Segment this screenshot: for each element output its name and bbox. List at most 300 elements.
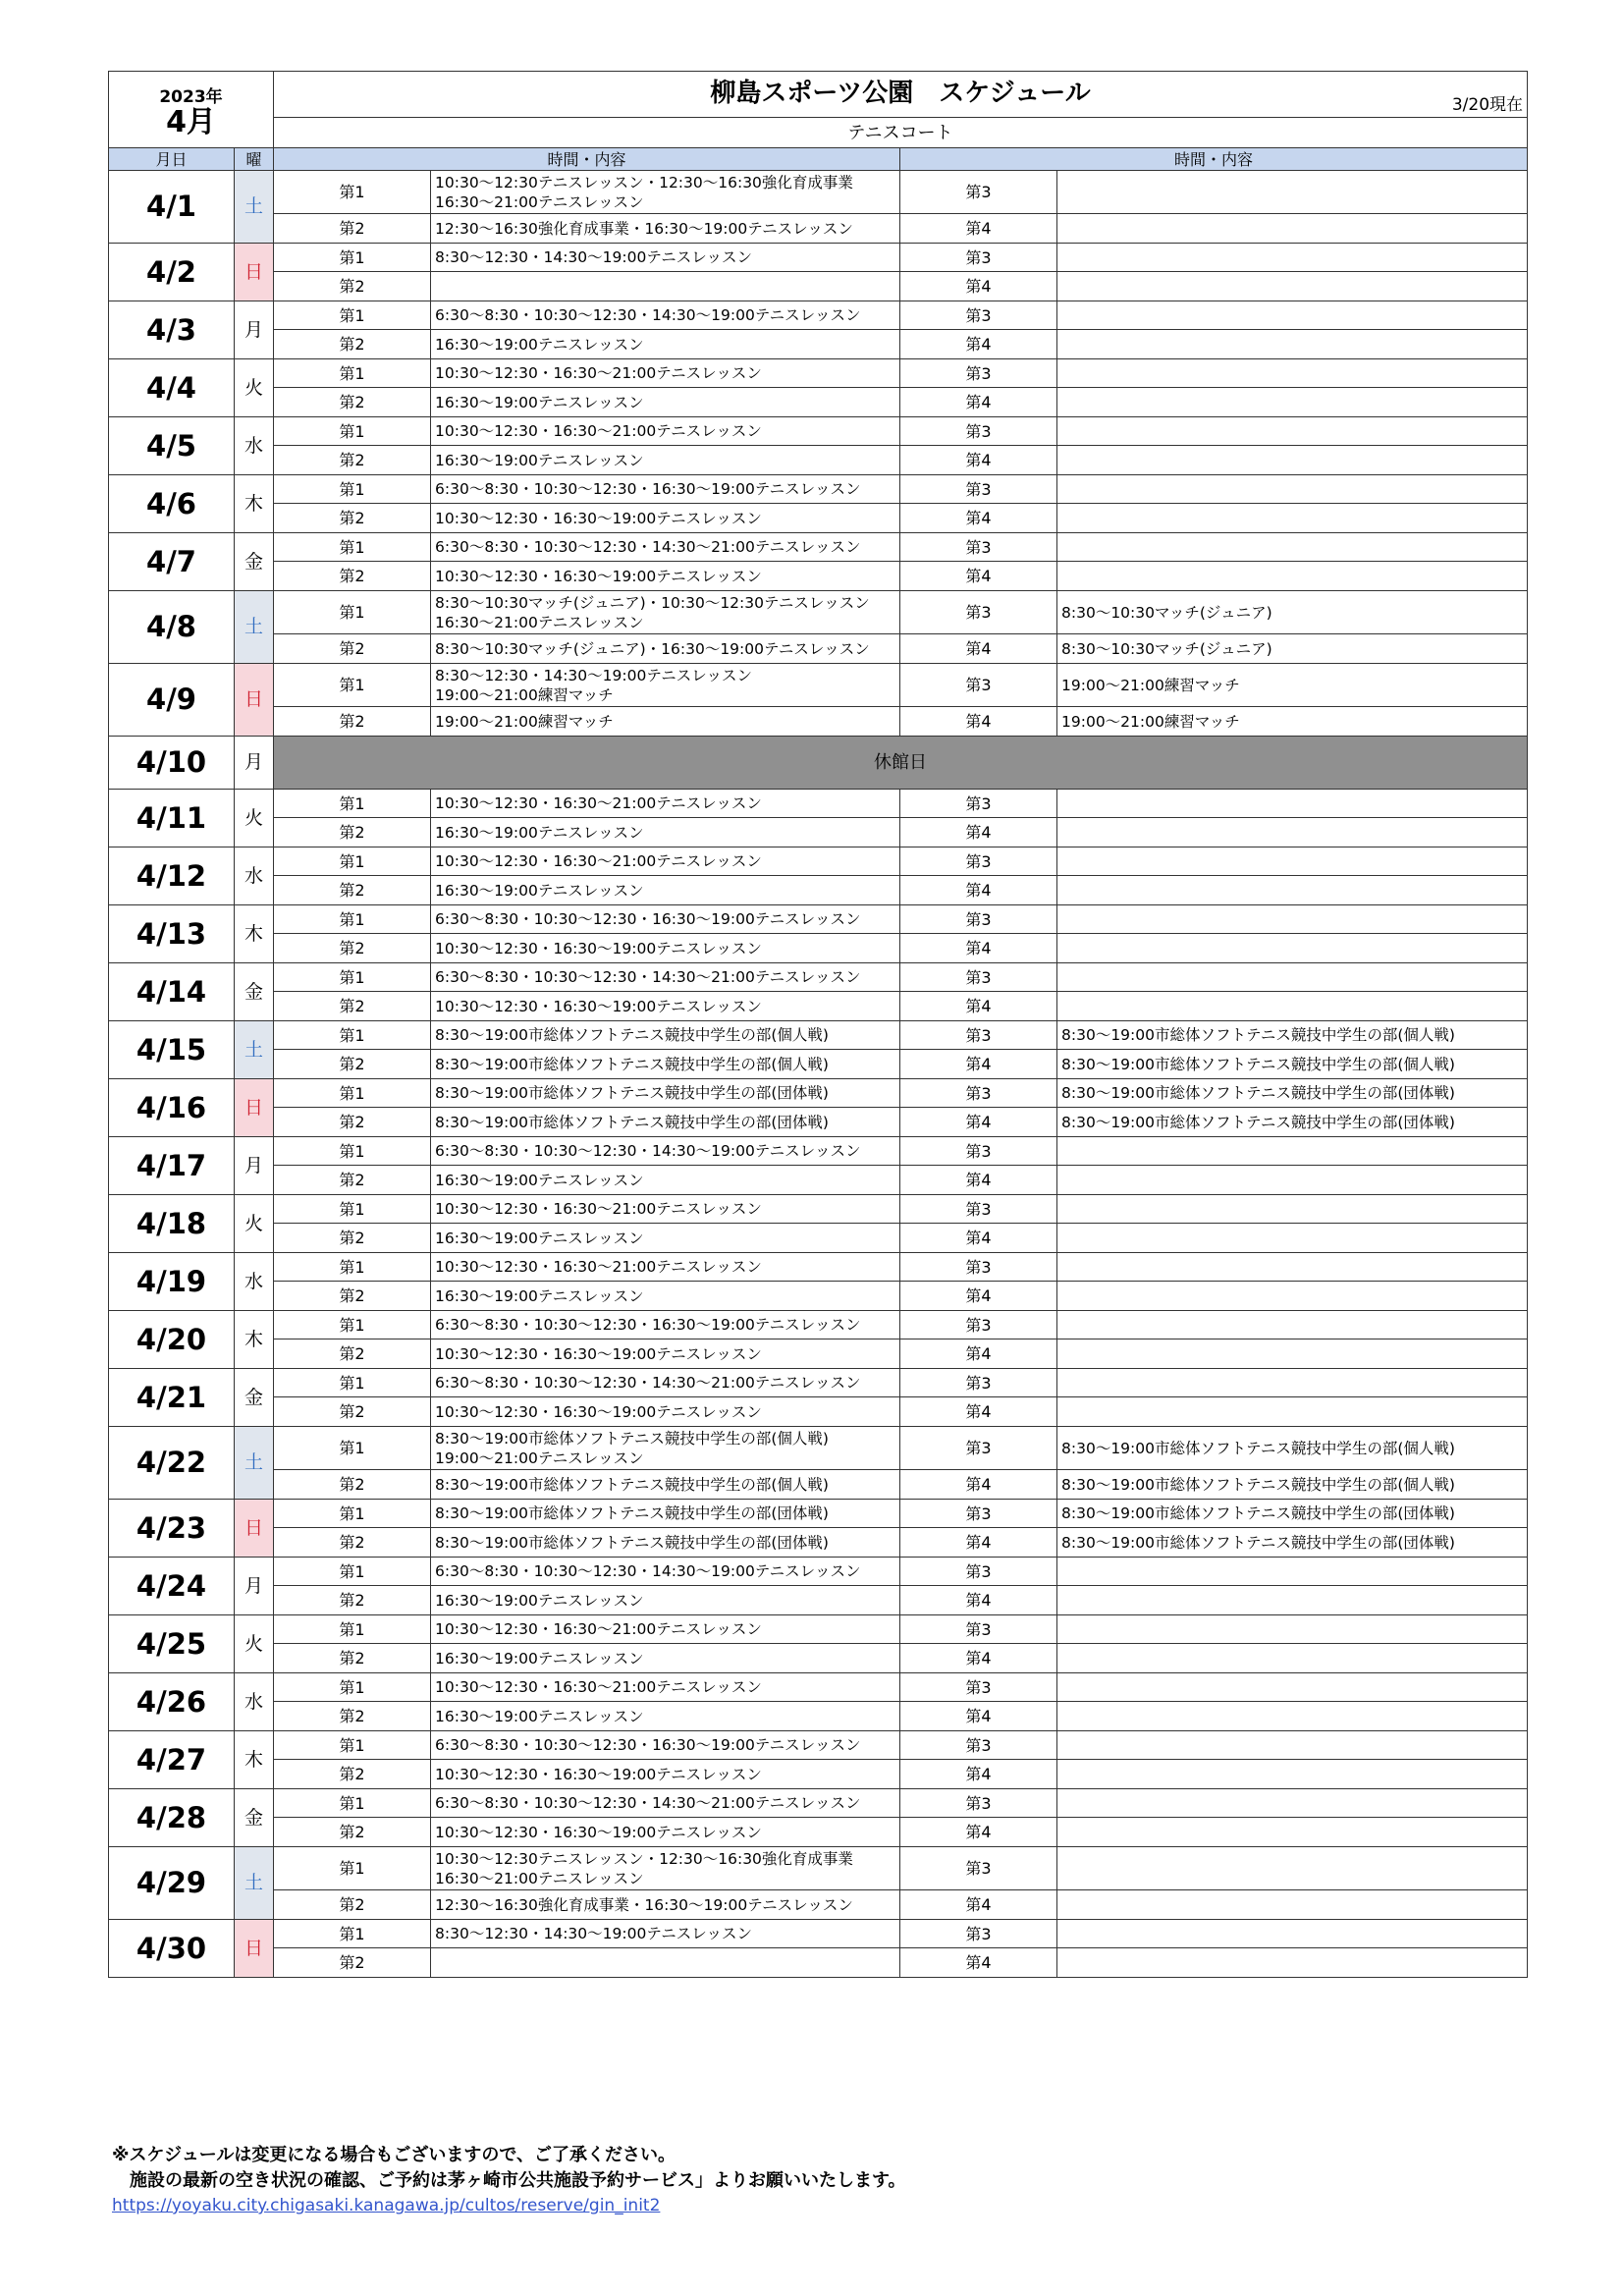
court-4-label: 第4 — [900, 330, 1057, 359]
date-cell: 4/18 — [109, 1195, 235, 1253]
court-1-label: 第1 — [274, 790, 431, 818]
court-1-schedule: 10:30～12:30・16:30～21:00テニスレッスン — [431, 1673, 900, 1702]
date-cell: 4/11 — [109, 790, 235, 847]
dow-cell: 木 — [235, 1731, 274, 1789]
court-4-label: 第4 — [900, 1818, 1057, 1847]
title-cell — [274, 72, 1528, 118]
court-3-schedule — [1057, 905, 1528, 934]
court-2-label: 第2 — [274, 1528, 431, 1558]
date-cell: 4/28 — [109, 1789, 235, 1847]
court-1-label: 第1 — [274, 1079, 431, 1108]
date-cell: 4/24 — [109, 1558, 235, 1615]
day-row-bottom — [109, 707, 1528, 737]
court-1-label: 第1 — [274, 1731, 431, 1760]
day-row-bottom — [109, 1644, 1528, 1673]
court-2-schedule: 10:30～12:30・16:30～19:00テニスレッスン — [431, 1339, 900, 1369]
court-4-label: 第4 — [900, 1166, 1057, 1195]
dow-cell: 月 — [235, 1137, 274, 1195]
court-2-schedule: 16:30～19:00テニスレッスン — [431, 1702, 900, 1731]
court-1-label: 第1 — [274, 1847, 431, 1890]
date-cell: 4/22 — [109, 1427, 235, 1500]
court-4-schedule — [1057, 330, 1528, 359]
court-1-schedule: 6:30～8:30・10:30～12:30・14:30～21:00テニスレッスン — [431, 963, 900, 992]
court-2-label: 第2 — [274, 446, 431, 475]
court-4-schedule — [1057, 504, 1528, 533]
court-1-label: 第1 — [274, 1137, 431, 1166]
court-4-label: 第4 — [900, 214, 1057, 244]
court-4-schedule — [1057, 818, 1528, 847]
court-4-label: 第4 — [900, 707, 1057, 737]
date-cell: 4/29 — [109, 1847, 235, 1920]
day-row-closed — [109, 737, 1528, 790]
court-2-label: 第2 — [274, 1470, 431, 1500]
court-3-schedule — [1057, 1311, 1528, 1339]
year-month-header — [109, 72, 274, 148]
court-3-schedule — [1057, 790, 1528, 818]
court-2-label: 第2 — [274, 1948, 431, 1978]
court-2-label: 第2 — [274, 992, 431, 1021]
court-4-schedule: 8:30～19:00市総体ソフトテニス競技中学生の部(団体戦) — [1057, 1108, 1528, 1137]
day-row-bottom — [109, 1108, 1528, 1137]
court-4-label: 第4 — [900, 1339, 1057, 1369]
date-cell: 4/4 — [109, 359, 235, 417]
court-3-label: 第3 — [900, 417, 1057, 446]
court-4-label: 第4 — [900, 818, 1057, 847]
court-2-label: 第2 — [274, 818, 431, 847]
day-row-top — [109, 533, 1528, 562]
date-cell: 4/23 — [109, 1500, 235, 1558]
note-change-notice: ※スケジュールは変更になる場合もございますので、ご了承ください。 — [112, 2145, 676, 2165]
court-4-schedule — [1057, 934, 1528, 963]
court-2-schedule: 19:00～21:00練習マッチ — [431, 707, 900, 737]
as-of-date: 3/20現在 — [1451, 95, 1524, 115]
dow-cell: 土 — [235, 591, 274, 664]
court-2-schedule: 10:30～12:30・16:30～19:00テニスレッスン — [431, 934, 900, 963]
court-1-schedule: 8:30～10:30マッチ(ジュニア)・10:30～12:30テニスレッスン 16:30～21:00テニスレッスン — [431, 591, 900, 634]
court-1-label: 第1 — [274, 1195, 431, 1224]
court-3-label: 第3 — [900, 1369, 1057, 1397]
day-row-top — [109, 1920, 1528, 1948]
court-4-label: 第4 — [900, 446, 1057, 475]
court-2-label: 第2 — [274, 1166, 431, 1195]
court-2-label: 第2 — [274, 707, 431, 737]
court-1-label: 第1 — [274, 664, 431, 707]
dow-cell: 金 — [235, 963, 274, 1021]
court-3-label: 第3 — [900, 1427, 1057, 1470]
court-2-label: 第2 — [274, 1818, 431, 1847]
court-1-schedule: 6:30～8:30・10:30～12:30・14:30～21:00テニスレッスン — [431, 1369, 900, 1397]
dow-cell: 火 — [235, 1615, 274, 1673]
court-1-schedule: 10:30～12:30・16:30～21:00テニスレッスン — [431, 1195, 900, 1224]
court-4-label: 第4 — [900, 1528, 1057, 1558]
day-row-bottom — [109, 214, 1528, 244]
court-4-schedule: 19:00～21:00練習マッチ — [1057, 707, 1528, 737]
court-2-schedule: 16:30～19:00テニスレッスン — [431, 1586, 900, 1615]
dow-cell: 木 — [235, 905, 274, 963]
date-cell: 4/6 — [109, 475, 235, 533]
court-3-label: 第3 — [900, 1311, 1057, 1339]
court-3-schedule: 8:30～19:00市総体ソフトテニス競技中学生の部(団体戦) — [1057, 1079, 1528, 1108]
court-1-schedule: 6:30～8:30・10:30～12:30・16:30～19:00テニスレッスン — [431, 475, 900, 504]
dow-cell: 月 — [235, 1558, 274, 1615]
dow-cell: 日 — [235, 244, 274, 301]
court-4-schedule — [1057, 1702, 1528, 1731]
dow-cell: 日 — [235, 664, 274, 737]
reservation-link[interactable]: https://yoyaku.city.chigasaki.kanagawa.jp/cultos/reserve/gin_init2 — [112, 2196, 661, 2215]
page-title: 柳島スポーツ公園 スケジュール — [710, 78, 1091, 108]
date-cell: 4/9 — [109, 664, 235, 737]
court-4-schedule — [1057, 446, 1528, 475]
day-row-bottom — [109, 1339, 1528, 1369]
court-4-label: 第4 — [900, 634, 1057, 664]
date-cell: 4/5 — [109, 417, 235, 475]
day-row-top — [109, 1500, 1528, 1528]
court-3-schedule — [1057, 1847, 1528, 1890]
court-3-label: 第3 — [900, 1789, 1057, 1818]
court-4-schedule: 8:30～10:30マッチ(ジュニア) — [1057, 634, 1528, 664]
court-1-label: 第1 — [274, 1673, 431, 1702]
court-4-schedule — [1057, 1760, 1528, 1789]
court-4-schedule — [1057, 1282, 1528, 1311]
court-3-schedule — [1057, 1789, 1528, 1818]
court-3-label: 第3 — [900, 790, 1057, 818]
court-3-label: 第3 — [900, 1615, 1057, 1644]
court-2-schedule: 16:30～19:00テニスレッスン — [431, 330, 900, 359]
day-row-top — [109, 790, 1528, 818]
court-4-label: 第4 — [900, 1702, 1057, 1731]
court-3-label: 第3 — [900, 1920, 1057, 1948]
dow-cell: 木 — [235, 475, 274, 533]
court-1-schedule: 8:30～12:30・14:30～19:00テニスレッスン — [431, 244, 900, 272]
court-3-label: 第3 — [900, 1500, 1057, 1528]
day-row-top — [109, 847, 1528, 876]
day-row-bottom — [109, 1948, 1528, 1978]
schedule-sheet — [108, 71, 1527, 1978]
court-3-schedule — [1057, 1673, 1528, 1702]
day-row-top — [109, 1427, 1528, 1470]
court-2-schedule: 10:30～12:30・16:30～19:00テニスレッスン — [431, 562, 900, 591]
court-3-schedule: 8:30～10:30マッチ(ジュニア) — [1057, 591, 1528, 634]
court-3-schedule — [1057, 1558, 1528, 1586]
date-cell: 4/19 — [109, 1253, 235, 1311]
col-header-content-left: 時間・内容 — [274, 148, 900, 171]
day-row-top — [109, 359, 1528, 388]
date-cell: 4/30 — [109, 1920, 235, 1978]
day-row-bottom — [109, 446, 1528, 475]
day-row-bottom — [109, 1528, 1528, 1558]
court-3-label: 第3 — [900, 1558, 1057, 1586]
court-3-schedule — [1057, 847, 1528, 876]
court-3-schedule — [1057, 475, 1528, 504]
date-cell: 4/20 — [109, 1311, 235, 1369]
court-2-label: 第2 — [274, 634, 431, 664]
day-row-bottom — [109, 876, 1528, 905]
court-2-schedule: 8:30～19:00市総体ソフトテニス競技中学生の部(個人戦) — [431, 1050, 900, 1079]
court-3-schedule: 8:30～19:00市総体ソフトテニス競技中学生の部(個人戦) — [1057, 1021, 1528, 1050]
court-3-schedule — [1057, 1615, 1528, 1644]
court-3-label: 第3 — [900, 963, 1057, 992]
day-row-top — [109, 664, 1528, 707]
court-1-label: 第1 — [274, 591, 431, 634]
court-3-label: 第3 — [900, 591, 1057, 634]
court-1-schedule: 6:30～8:30・10:30～12:30・16:30～19:00テニスレッスン — [431, 1731, 900, 1760]
date-cell: 4/17 — [109, 1137, 235, 1195]
day-row-bottom — [109, 562, 1528, 591]
day-row-bottom — [109, 634, 1528, 664]
court-4-schedule: 8:30～19:00市総体ソフトテニス競技中学生の部(個人戦) — [1057, 1470, 1528, 1500]
court-1-label: 第1 — [274, 905, 431, 934]
court-4-schedule — [1057, 1644, 1528, 1673]
court-3-label: 第3 — [900, 847, 1057, 876]
col-header-dow: 曜 — [235, 148, 274, 171]
dow-cell: 金 — [235, 533, 274, 591]
court-3-label: 第3 — [900, 1137, 1057, 1166]
day-row-top — [109, 1369, 1528, 1397]
court-4-schedule — [1057, 388, 1528, 417]
dow-cell: 日 — [235, 1500, 274, 1558]
court-2-label: 第2 — [274, 562, 431, 591]
court-3-schedule — [1057, 301, 1528, 330]
dow-cell: 日 — [235, 1079, 274, 1137]
dow-cell: 火 — [235, 790, 274, 847]
court-4-schedule — [1057, 1818, 1528, 1847]
day-row-top — [109, 905, 1528, 934]
day-row-bottom — [109, 1282, 1528, 1311]
note-reservation-info: 施設の最新の空き状況の確認、ご予約は茅ヶ崎市公共施設予約サービス」よりお願いいたします。 — [112, 2170, 906, 2191]
court-3-label: 第3 — [900, 905, 1057, 934]
court-4-schedule — [1057, 1166, 1528, 1195]
col-header-date: 月日 — [109, 148, 235, 171]
day-row-bottom — [109, 330, 1528, 359]
court-2-schedule: 12:30～16:30強化育成事業・16:30～19:00テニスレッスン — [431, 1890, 900, 1920]
court-1-label: 第1 — [274, 1920, 431, 1948]
dow-cell: 月 — [235, 301, 274, 359]
day-row-top — [109, 417, 1528, 446]
court-1-schedule: 10:30～12:30・16:30～21:00テニスレッスン — [431, 847, 900, 876]
court-3-label: 第3 — [900, 664, 1057, 707]
footer-notes — [112, 2143, 906, 2194]
day-row-bottom — [109, 1166, 1528, 1195]
court-3-schedule — [1057, 359, 1528, 388]
dow-cell: 金 — [235, 1369, 274, 1427]
day-row-bottom — [109, 504, 1528, 533]
court-2-schedule: 16:30～19:00テニスレッスン — [431, 1166, 900, 1195]
court-4-schedule — [1057, 272, 1528, 301]
dow-cell: 木 — [235, 1311, 274, 1369]
day-row-top — [109, 1079, 1528, 1108]
court-1-schedule: 6:30～8:30・10:30～12:30・16:30～19:00テニスレッスン — [431, 905, 900, 934]
court-4-label: 第4 — [900, 1586, 1057, 1615]
court-4-label: 第4 — [900, 1224, 1057, 1253]
day-row-top — [109, 301, 1528, 330]
court-4-label: 第4 — [900, 272, 1057, 301]
date-cell: 4/21 — [109, 1369, 235, 1427]
day-row-top — [109, 1847, 1528, 1890]
court-1-schedule: 10:30～12:30・16:30～21:00テニスレッスン — [431, 1253, 900, 1282]
day-row-bottom — [109, 272, 1528, 301]
closed-label: 休館日 — [274, 737, 1528, 790]
court-2-schedule: 10:30～12:30・16:30～19:00テニスレッスン — [431, 1397, 900, 1427]
court-3-label: 第3 — [900, 171, 1057, 214]
court-2-schedule — [431, 272, 900, 301]
day-row-top — [109, 1253, 1528, 1282]
court-1-schedule: 8:30～19:00市総体ソフトテニス競技中学生の部(団体戦) — [431, 1079, 900, 1108]
date-cell: 4/1 — [109, 171, 235, 244]
date-cell: 4/7 — [109, 533, 235, 591]
court-2-schedule: 8:30～19:00市総体ソフトテニス競技中学生の部(団体戦) — [431, 1108, 900, 1137]
court-2-label: 第2 — [274, 1397, 431, 1427]
court-4-schedule: 8:30～19:00市総体ソフトテニス競技中学生の部(個人戦) — [1057, 1050, 1528, 1079]
court-4-schedule — [1057, 1890, 1528, 1920]
court-4-label: 第4 — [900, 504, 1057, 533]
court-3-label: 第3 — [900, 1079, 1057, 1108]
day-row-top — [109, 963, 1528, 992]
court-4-label: 第4 — [900, 1397, 1057, 1427]
court-2-schedule: 10:30～12:30・16:30～19:00テニスレッスン — [431, 992, 900, 1021]
court-3-schedule — [1057, 533, 1528, 562]
day-row-bottom — [109, 1050, 1528, 1079]
date-cell: 4/8 — [109, 591, 235, 664]
court-1-label: 第1 — [274, 1021, 431, 1050]
day-row-top — [109, 1673, 1528, 1702]
dow-cell: 水 — [235, 1673, 274, 1731]
court-1-schedule: 6:30～8:30・10:30～12:30・14:30～21:00テニスレッスン — [431, 533, 900, 562]
day-row-bottom — [109, 1818, 1528, 1847]
court-2-schedule: 8:30～19:00市総体ソフトテニス競技中学生の部(個人戦) — [431, 1470, 900, 1500]
court-2-schedule: 16:30～19:00テニスレッスン — [431, 1644, 900, 1673]
court-2-label: 第2 — [274, 504, 431, 533]
day-row-top — [109, 591, 1528, 634]
date-cell: 4/15 — [109, 1021, 235, 1079]
day-row-top — [109, 1615, 1528, 1644]
court-4-schedule — [1057, 992, 1528, 1021]
court-2-label: 第2 — [274, 214, 431, 244]
facility-label: テニスコート — [274, 118, 1528, 148]
court-1-schedule: 8:30～12:30・14:30～19:00テニスレッスン — [431, 1920, 900, 1948]
court-4-label: 第4 — [900, 1108, 1057, 1137]
day-row-bottom — [109, 992, 1528, 1021]
court-2-label: 第2 — [274, 330, 431, 359]
court-2-label: 第2 — [274, 934, 431, 963]
month-label: 4月 — [166, 105, 216, 139]
dow-cell: 水 — [235, 847, 274, 905]
court-4-label: 第4 — [900, 388, 1057, 417]
court-1-label: 第1 — [274, 359, 431, 388]
court-2-schedule: 16:30～19:00テニスレッスン — [431, 818, 900, 847]
court-1-label: 第1 — [274, 475, 431, 504]
court-2-label: 第2 — [274, 1890, 431, 1920]
day-row-top — [109, 1558, 1528, 1586]
dow-cell: 土 — [235, 1847, 274, 1920]
court-1-label: 第1 — [274, 1789, 431, 1818]
court-2-label: 第2 — [274, 1586, 431, 1615]
day-row-top — [109, 475, 1528, 504]
court-4-schedule — [1057, 214, 1528, 244]
court-4-label: 第4 — [900, 562, 1057, 591]
year-label: 2023年 — [159, 87, 223, 107]
dow-cell: 月 — [235, 737, 274, 790]
court-1-label: 第1 — [274, 847, 431, 876]
court-3-label: 第3 — [900, 533, 1057, 562]
court-1-label: 第1 — [274, 1558, 431, 1586]
court-2-label: 第2 — [274, 1339, 431, 1369]
day-row-top — [109, 1731, 1528, 1760]
court-1-label: 第1 — [274, 1253, 431, 1282]
court-4-label: 第4 — [900, 1050, 1057, 1079]
court-2-label: 第2 — [274, 1760, 431, 1789]
court-3-schedule — [1057, 1369, 1528, 1397]
court-4-schedule — [1057, 1397, 1528, 1427]
date-cell: 4/13 — [109, 905, 235, 963]
day-row-bottom — [109, 1224, 1528, 1253]
day-row-top — [109, 1021, 1528, 1050]
court-1-schedule: 8:30～19:00市総体ソフトテニス競技中学生の部(団体戦) — [431, 1500, 900, 1528]
day-row-bottom — [109, 1470, 1528, 1500]
court-3-schedule — [1057, 171, 1528, 214]
court-3-schedule — [1057, 1253, 1528, 1282]
court-3-schedule — [1057, 417, 1528, 446]
day-row-top — [109, 1311, 1528, 1339]
court-3-label: 第3 — [900, 301, 1057, 330]
court-3-schedule — [1057, 1731, 1528, 1760]
court-4-schedule — [1057, 1224, 1528, 1253]
court-1-label: 第1 — [274, 1615, 431, 1644]
court-4-label: 第4 — [900, 1470, 1057, 1500]
court-1-label: 第1 — [274, 963, 431, 992]
court-2-label: 第2 — [274, 876, 431, 905]
court-3-label: 第3 — [900, 1847, 1057, 1890]
court-1-label: 第1 — [274, 417, 431, 446]
court-2-schedule: 16:30～19:00テニスレッスン — [431, 388, 900, 417]
court-3-schedule — [1057, 1195, 1528, 1224]
date-cell: 4/16 — [109, 1079, 235, 1137]
court-4-label: 第4 — [900, 876, 1057, 905]
court-3-label: 第3 — [900, 1021, 1057, 1050]
court-1-schedule: 6:30～8:30・10:30～12:30・14:30～19:00テニスレッスン — [431, 1137, 900, 1166]
court-3-label: 第3 — [900, 1253, 1057, 1282]
dow-cell: 土 — [235, 1021, 274, 1079]
dow-cell: 土 — [235, 171, 274, 244]
court-2-label: 第2 — [274, 1282, 431, 1311]
court-4-schedule: 8:30～19:00市総体ソフトテニス競技中学生の部(団体戦) — [1057, 1528, 1528, 1558]
court-1-schedule: 8:30～19:00市総体ソフトテニス競技中学生の部(個人戦) 19:00～21:00テニスレッスン — [431, 1427, 900, 1470]
court-3-schedule: 8:30～19:00市総体ソフトテニス競技中学生の部(団体戦) — [1057, 1500, 1528, 1528]
schedule-table — [108, 71, 1528, 1978]
court-1-label: 第1 — [274, 301, 431, 330]
court-2-schedule: 10:30～12:30・16:30～19:00テニスレッスン — [431, 1760, 900, 1789]
court-2-schedule: 8:30～19:00市総体ソフトテニス競技中学生の部(団体戦) — [431, 1528, 900, 1558]
court-1-schedule: 10:30～12:30・16:30～21:00テニスレッスン — [431, 359, 900, 388]
court-4-label: 第4 — [900, 992, 1057, 1021]
day-row-bottom — [109, 1702, 1528, 1731]
date-cell: 4/14 — [109, 963, 235, 1021]
court-1-label: 第1 — [274, 533, 431, 562]
court-3-label: 第3 — [900, 475, 1057, 504]
court-1-schedule: 8:30～12:30・14:30～19:00テニスレッスン 19:00～21:00練習マッチ — [431, 664, 900, 707]
court-2-schedule: 16:30～19:00テニスレッスン — [431, 1282, 900, 1311]
court-4-schedule — [1057, 876, 1528, 905]
court-4-label: 第4 — [900, 1948, 1057, 1978]
court-4-schedule — [1057, 1948, 1528, 1978]
dow-cell: 土 — [235, 1427, 274, 1500]
court-1-label: 第1 — [274, 1311, 431, 1339]
court-2-schedule: 10:30～12:30・16:30～19:00テニスレッスン — [431, 504, 900, 533]
court-1-label: 第1 — [274, 171, 431, 214]
date-cell: 4/10 — [109, 737, 235, 790]
court-4-label: 第4 — [900, 1760, 1057, 1789]
court-1-schedule: 8:30～19:00市総体ソフトテニス競技中学生の部(個人戦) — [431, 1021, 900, 1050]
date-cell: 4/12 — [109, 847, 235, 905]
